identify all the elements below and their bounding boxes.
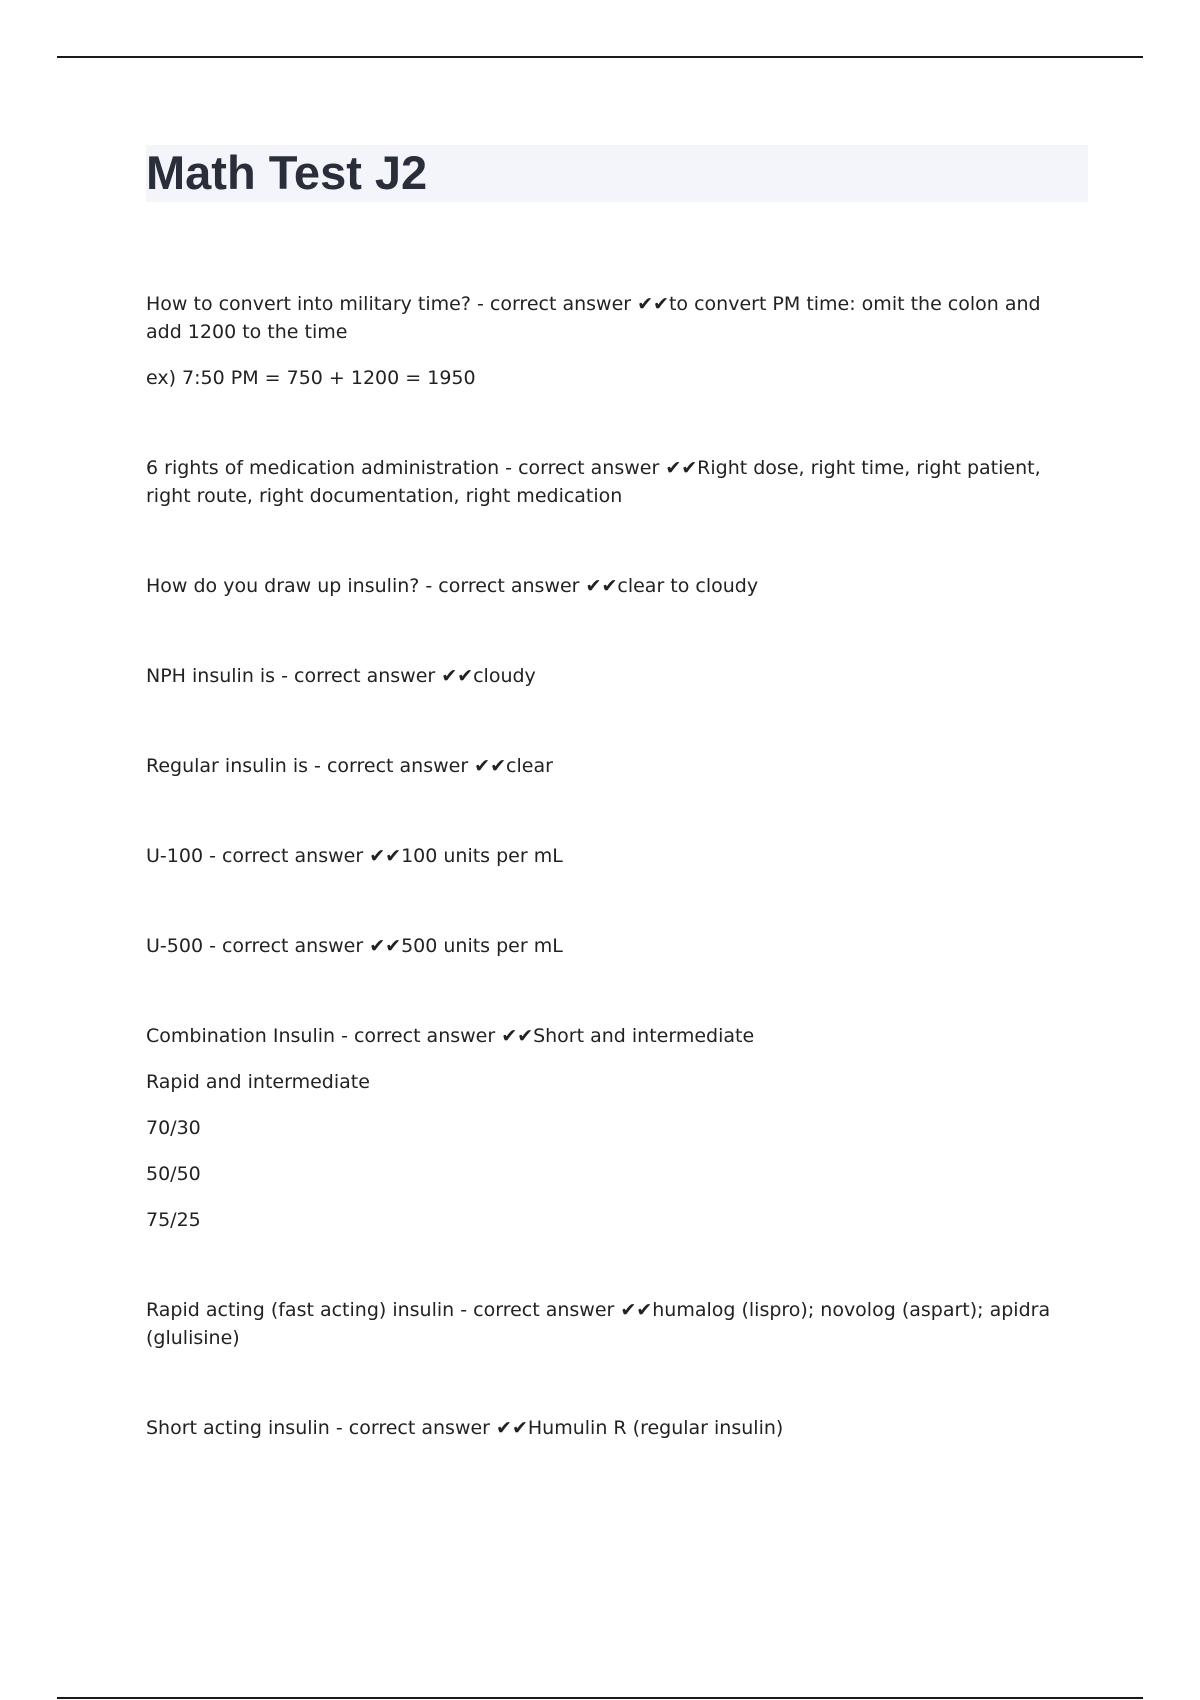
answer-text: 500 units per mL [401,935,563,957]
qa-line [146,1022,1091,1050]
separator: - [203,935,222,957]
bottom-rule [57,1697,1143,1699]
separator: - [308,755,327,777]
qa-list [146,290,1091,1504]
answer-text: cloudy [473,665,536,687]
document-title: Math Test J2 [146,146,428,199]
qa-line [146,1296,1091,1352]
separator: - [275,665,295,687]
separator: - [335,1025,354,1047]
answer-text: to convert PM time: omit the colon and add 1200 to the time [146,293,1041,343]
answer-text: Short and intermediate [533,1025,755,1047]
qa-item [146,1296,1091,1352]
qa-item [146,1414,1091,1442]
answer-label: correct answer [353,1025,496,1047]
qa-line [146,932,1091,960]
answer-text: 100 units per mL [401,845,563,867]
qa-item [146,932,1091,960]
separator: - [499,457,519,479]
question-text: U-100 [146,845,204,867]
qa-item [146,572,1091,600]
qa-item [146,662,1091,690]
answer-text: clear to cloudy [617,575,759,597]
answer-text: Humulin R (regular insulin) [527,1417,784,1439]
answer-extra-line: 70/30 [146,1117,201,1139]
check-marks-icon: ✔✔ [495,1025,534,1047]
qa-line [146,290,1056,346]
question-text: Rapid acting (fast acting) insulin [146,1299,455,1321]
check-marks-icon: ✔✔ [490,1417,528,1439]
separator: - [329,1417,349,1439]
check-marks-icon: ✔✔ [579,575,618,597]
question-text: NPH insulin is [146,665,276,687]
question-text: How to convert into military time? [146,293,471,315]
question-text: 6 rights of medication administration [146,457,500,479]
qa-item [146,1022,1091,1234]
check-marks-icon: ✔✔ [435,665,474,687]
separator: - [470,293,490,315]
separator: - [419,575,439,597]
check-marks-icon: ✔✔ [468,755,507,777]
answer-label: correct answer [221,845,364,867]
answer-label: correct answer [294,665,436,687]
answer-label: correct answer [326,755,469,777]
answer-text: Right dose, right time, right patient, right route, right documentation, right medication [146,457,1041,507]
qa-item [146,752,1091,780]
qa-line [146,662,1091,690]
answer-extra-line: Rapid and intermediate [146,1071,370,1093]
separator: - [203,845,222,867]
qa-item [146,290,1056,392]
answer-label: correct answer [221,935,364,957]
qa-line [146,842,1091,870]
qa-line [146,572,1091,600]
check-marks-icon: ✔✔ [659,457,698,479]
question-text: How do you draw up insulin? [146,575,420,597]
question-text: Short acting insulin [146,1417,330,1439]
separator: - [454,1299,474,1321]
answer-extra-line: 50/50 [146,1163,201,1185]
check-marks-icon: ✔✔ [614,1299,653,1321]
answer-extra-line: 75/25 [146,1209,201,1231]
answer-label: correct answer [348,1417,490,1439]
question-text: Regular insulin is [146,755,308,777]
question-text: Combination Insulin [146,1025,336,1047]
answer-text: clear [506,755,553,777]
qa-item [146,842,1091,870]
qa-line [146,752,1091,780]
qa-line [146,1414,1091,1442]
top-rule [57,56,1143,58]
qa-item [146,454,1056,510]
answer-text: humalog (lispro); novolog (aspart); apidra (glulisine) [146,1299,1051,1349]
answer-label: correct answer [438,575,580,597]
qa-line [146,454,1056,510]
answer-extra-line: ex) 7:50 PM = 750 + 1200 = 1950 [146,367,476,389]
check-marks-icon: ✔✔ [631,293,669,315]
answer-label: correct answer [489,293,632,315]
check-marks-icon: ✔✔ [363,845,402,867]
answer-label: correct answer [473,1299,615,1321]
question-text: U-500 [146,935,204,957]
check-marks-icon: ✔✔ [363,935,402,957]
answer-label: correct answer [518,457,660,479]
